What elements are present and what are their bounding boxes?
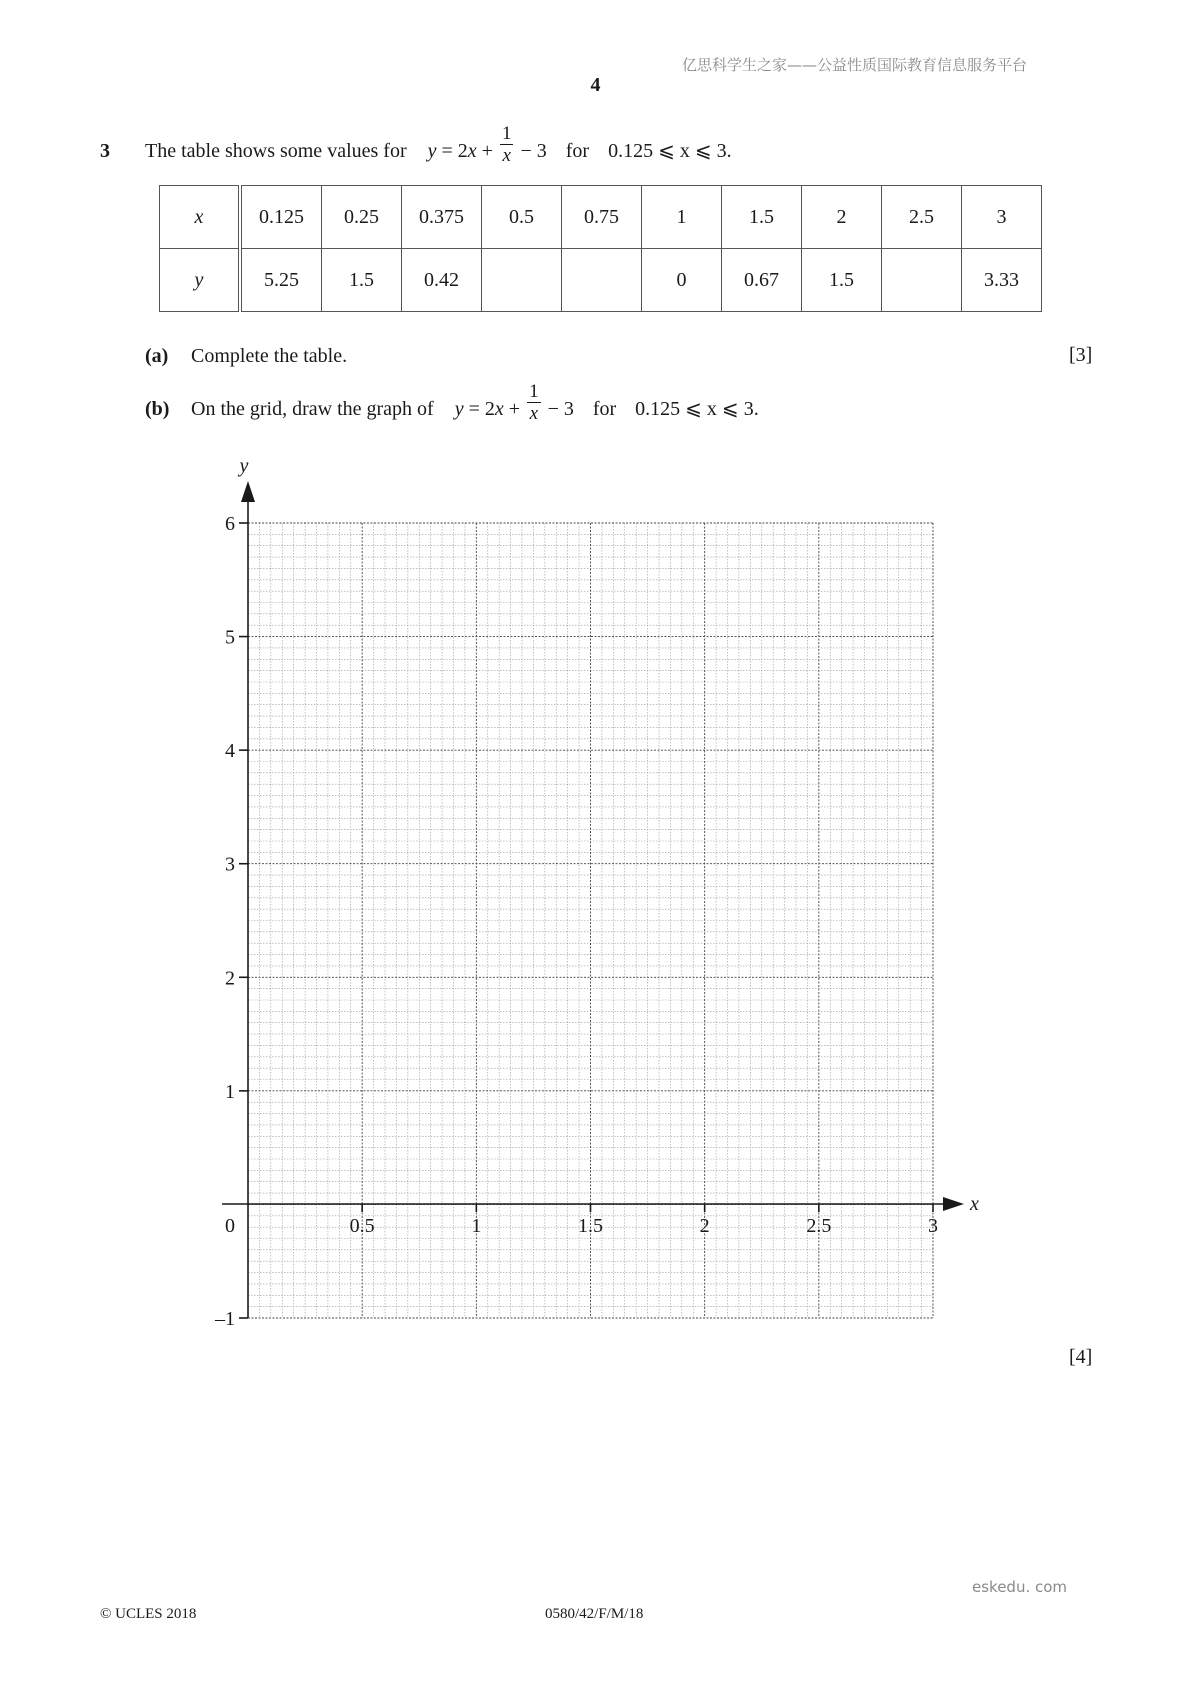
watermark-bottom: eskedu. com — [972, 1578, 1068, 1596]
question-formula: y = 2x + $\frac{1}{x}$ − 3 — [427, 122, 547, 166]
part-b-text: On the grid, draw the graph of — [191, 398, 434, 420]
origin-label: 0 — [225, 1215, 235, 1237]
y-axis-arrow-icon — [241, 481, 255, 502]
watermark-top: 亿思科学生之家——公益性质国际教育信息服务平台 — [682, 56, 1028, 74]
x-tick-label: 1 — [471, 1215, 482, 1237]
part-b-range: 0.125 ⩽ x ⩽ 3. — [635, 398, 759, 420]
question-number: 3 — [100, 140, 110, 162]
y-cell: 0.67 — [722, 249, 802, 312]
part-a-marks: [3] — [1069, 344, 1093, 366]
x-axis-arrow-icon — [943, 1197, 964, 1211]
y-axis-label: y — [239, 455, 249, 477]
x-tick-label: 2.5 — [806, 1215, 832, 1237]
y-tick-label: 4 — [225, 740, 235, 763]
question-intro-text: The table shows some values for — [145, 140, 407, 162]
x-tick-label: 2 — [699, 1215, 710, 1237]
x-cell: 1.5 — [722, 186, 802, 249]
y-tick-label: 2 — [225, 967, 235, 990]
x-cell: 3 — [962, 186, 1042, 249]
question-for: for — [565, 140, 590, 162]
x-tick-label: 3 — [928, 1215, 938, 1237]
part-b-label: (b) — [145, 398, 170, 420]
y-tick-label: 5 — [225, 626, 235, 649]
x-axis-label: x — [970, 1193, 979, 1215]
y-tick-label: 1 — [225, 1080, 235, 1103]
x-cell: 1 — [642, 186, 722, 249]
y-cell: 1.5 — [802, 249, 882, 312]
part-a-label: (a) — [145, 345, 169, 367]
footer-copyright: © UCLES 2018 — [100, 1606, 197, 1622]
y-tick-label: 3 — [225, 853, 235, 876]
x-cell: 2.5 — [882, 186, 962, 249]
y-cell: 0 — [642, 249, 722, 312]
y-cell: 1.5 — [322, 249, 402, 312]
question-range: 0.125 ⩽ x ⩽ 3. — [608, 140, 732, 162]
x-cell: 0.375 — [402, 186, 482, 249]
x-header: x — [160, 186, 241, 249]
y-cell: 0.42 — [402, 249, 482, 312]
x-tick-label: 0.5 — [349, 1215, 375, 1237]
x-tick-label: 1.5 — [578, 1215, 603, 1237]
y-cell: 5.25 — [240, 249, 322, 312]
page-number: 4 — [590, 74, 601, 96]
x-cell: 0.75 — [562, 186, 642, 249]
x-cell: 0.125 — [240, 186, 322, 249]
x-cell: 0.25 — [322, 186, 402, 249]
part-b-marks: [4] — [1069, 1346, 1093, 1368]
footer-code: 0580/42/F/M/18 — [545, 1606, 644, 1622]
y-tick-label: –1 — [215, 1308, 235, 1330]
part-a-text: Complete the table. — [191, 345, 348, 367]
y-header: y — [160, 249, 241, 312]
x-cell: 0.5 — [482, 186, 562, 249]
y-tick-label: 6 — [225, 513, 235, 535]
y-cell: 3.33 — [962, 249, 1042, 312]
part-b-formula: y = 2x + $\frac{1}{x}$ − 3 — [454, 380, 574, 424]
x-cell: 2 — [802, 186, 882, 249]
part-b-for: for — [592, 398, 617, 420]
